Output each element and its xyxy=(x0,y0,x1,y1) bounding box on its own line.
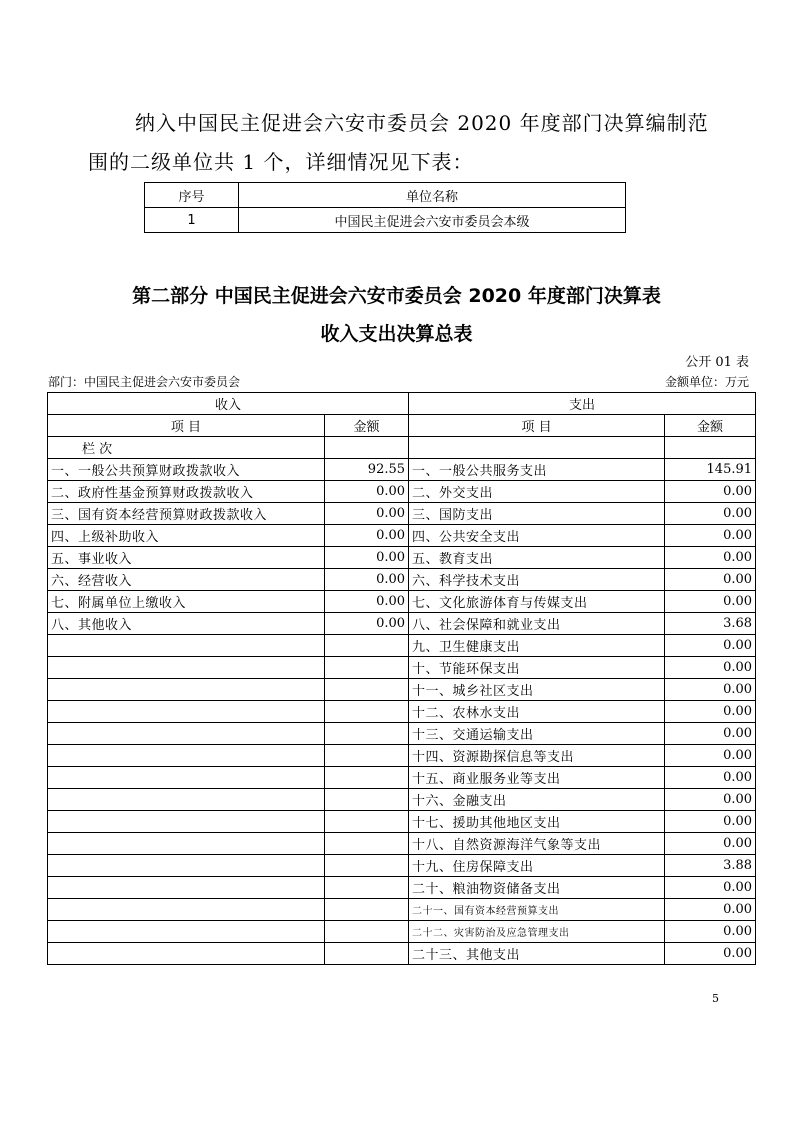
income-item-header: 项 目 xyxy=(48,415,325,437)
income-item-cell: 六、经营收入 xyxy=(48,569,325,591)
table-row xyxy=(145,208,626,233)
expense-item-cell: 七、文化旅游体育与传媒支出 xyxy=(409,591,665,613)
income-item-cell xyxy=(48,899,325,921)
income-amount-cell xyxy=(325,833,409,855)
expense-amount-cell: 0.00 xyxy=(665,591,756,613)
table-title: 收入支出决算总表 xyxy=(320,323,473,345)
expense-amount-cell: 0.00 xyxy=(665,481,756,503)
table-row xyxy=(48,789,756,811)
page-number: 5 xyxy=(712,992,719,1005)
expense-item-cell: 五、教育支出 xyxy=(409,547,665,569)
scope-header-index: 序号 xyxy=(145,183,239,208)
expense-item-cell: 十一、城乡社区支出 xyxy=(409,679,665,701)
income-item-cell xyxy=(48,789,325,811)
income-item-cell xyxy=(48,745,325,767)
table-row xyxy=(48,613,756,635)
income-amount-cell xyxy=(325,921,409,943)
expense-amount-header: 金额 xyxy=(665,415,756,437)
expense-amount-cell: 0.00 xyxy=(665,569,756,591)
expense-item-cell: 二十三、其他支出 xyxy=(409,943,665,965)
expense-amount-cell: 0.00 xyxy=(665,525,756,547)
expense-item-cell: 十、节能环保支出 xyxy=(409,657,665,679)
table-row xyxy=(48,899,756,921)
expense-item-cell: 二十一、国有资本经营预算支出 xyxy=(409,899,665,921)
expense-amount-cell: 0.00 xyxy=(665,921,756,943)
table-row xyxy=(48,745,756,767)
income-item-cell: 二、政府性基金预算财政拨款收入 xyxy=(48,481,325,503)
scope-header-name: 单位名称 xyxy=(239,183,626,208)
section-header-row xyxy=(48,393,756,415)
expense-item-cell: 二、外交支出 xyxy=(409,481,665,503)
table-row xyxy=(48,855,756,877)
scope-table xyxy=(144,182,626,233)
table-row xyxy=(48,503,756,525)
income-item-cell: 四、上级补助收入 xyxy=(48,525,325,547)
income-item-cell: 七、附属单位上缴收入 xyxy=(48,591,325,613)
income-amount-cell xyxy=(325,745,409,767)
table-row xyxy=(48,657,756,679)
expense-amount-cell: 0.00 xyxy=(665,811,756,833)
table-row xyxy=(48,459,756,481)
intro-paragraph-line1: 纳入中国民主促进会六安市委员会 2020 年度部门决算编制范 xyxy=(135,111,709,135)
scope-row-name: 中国民主促进会六安市委员会本级 xyxy=(239,208,626,233)
income-expense-table xyxy=(47,392,756,965)
income-amount-cell xyxy=(325,877,409,899)
income-amount-cell xyxy=(325,679,409,701)
expense-amount-cell: 0.00 xyxy=(665,833,756,855)
income-item-cell xyxy=(48,921,325,943)
income-amount-cell: 0.00 xyxy=(325,481,409,503)
income-item-cell: 三、国有资本经营预算财政拨款收入 xyxy=(48,503,325,525)
income-amount-cell xyxy=(325,943,409,965)
expense-item-cell: 十六、金融支出 xyxy=(409,789,665,811)
expense-item-cell: 十五、商业服务业等支出 xyxy=(409,767,665,789)
column-index-cell xyxy=(665,437,756,459)
column-index-row xyxy=(48,437,756,459)
expense-amount-cell: 0.00 xyxy=(665,679,756,701)
income-item-cell xyxy=(48,657,325,679)
expense-amount-cell: 3.68 xyxy=(665,613,756,635)
income-amount-cell xyxy=(325,723,409,745)
income-amount-cell xyxy=(325,789,409,811)
scope-table-header-row xyxy=(145,183,626,208)
expense-amount-cell: 0.00 xyxy=(665,503,756,525)
column-index-cell xyxy=(409,437,665,459)
income-amount-cell: 0.00 xyxy=(325,547,409,569)
expense-item-cell: 六、科学技术支出 xyxy=(409,569,665,591)
income-item-cell xyxy=(48,877,325,899)
table-body xyxy=(48,459,756,965)
expense-item-cell: 十三、交通运输支出 xyxy=(409,723,665,745)
column-header-row xyxy=(48,415,756,437)
expense-amount-cell: 0.00 xyxy=(665,877,756,899)
income-amount-cell xyxy=(325,701,409,723)
table-row xyxy=(48,635,756,657)
expense-item-header: 项 目 xyxy=(409,415,665,437)
table-code: 公开 01 表 xyxy=(685,355,749,370)
table-row xyxy=(48,767,756,789)
expense-item-cell: 十二、农林水支出 xyxy=(409,701,665,723)
column-index-label: 栏 次 xyxy=(48,437,325,459)
income-item-cell xyxy=(48,635,325,657)
income-item-cell xyxy=(48,701,325,723)
expense-amount-cell: 0.00 xyxy=(665,899,756,921)
expense-amount-cell: 0.00 xyxy=(665,767,756,789)
income-item-cell xyxy=(48,723,325,745)
income-item-cell: 八、其他收入 xyxy=(48,613,325,635)
table-row xyxy=(48,921,756,943)
table-row xyxy=(48,591,756,613)
expense-item-cell: 一、一般公共服务支出 xyxy=(409,459,665,481)
expense-amount-cell: 3.88 xyxy=(665,855,756,877)
column-index-cell xyxy=(325,437,409,459)
table-row xyxy=(48,679,756,701)
table-row xyxy=(48,525,756,547)
part-title: 第二部分 中国民主促进会六安市委员会 2020 年度部门决算表 xyxy=(132,285,661,307)
intro-paragraph-line2: 围的二级单位共 1 个，详细情况见下表： xyxy=(88,150,474,174)
income-item-cell: 五、事业收入 xyxy=(48,547,325,569)
table-row xyxy=(48,723,756,745)
income-amount-cell xyxy=(325,855,409,877)
expense-amount-cell: 0.00 xyxy=(665,657,756,679)
expense-amount-cell: 145.91 xyxy=(665,459,756,481)
expense-section-header: 支出 xyxy=(409,393,756,415)
expense-item-cell: 十八、自然资源海洋气象等支出 xyxy=(409,833,665,855)
income-item-cell: 一、一般公共预算财政拨款收入 xyxy=(48,459,325,481)
table-row xyxy=(48,701,756,723)
table-row xyxy=(48,943,756,965)
expense-item-cell: 三、国防支出 xyxy=(409,503,665,525)
income-item-cell xyxy=(48,833,325,855)
expense-item-cell: 二十、粮油物资储备支出 xyxy=(409,877,665,899)
expense-item-cell: 八、社会保障和就业支出 xyxy=(409,613,665,635)
income-amount-cell xyxy=(325,635,409,657)
income-amount-cell xyxy=(325,899,409,921)
income-amount-cell: 0.00 xyxy=(325,569,409,591)
income-item-cell xyxy=(48,943,325,965)
income-amount-cell: 0.00 xyxy=(325,503,409,525)
expense-amount-cell: 0.00 xyxy=(665,745,756,767)
income-amount-cell: 92.55 xyxy=(325,459,409,481)
income-amount-cell: 0.00 xyxy=(325,613,409,635)
expense-amount-cell: 0.00 xyxy=(665,789,756,811)
expense-item-cell: 九、卫生健康支出 xyxy=(409,635,665,657)
scope-row-index: 1 xyxy=(145,208,239,233)
expense-amount-cell: 0.00 xyxy=(665,701,756,723)
income-section-header: 收入 xyxy=(48,393,409,415)
expense-item-cell: 十四、资源勘探信息等支出 xyxy=(409,745,665,767)
department-label: 部门：中国民主促进会六安市委员会 xyxy=(48,375,241,389)
expense-item-cell: 十七、援助其他地区支出 xyxy=(409,811,665,833)
expense-item-cell: 十九、住房保障支出 xyxy=(409,855,665,877)
income-item-cell xyxy=(48,855,325,877)
income-item-cell xyxy=(48,811,325,833)
income-amount-cell xyxy=(325,657,409,679)
table-row xyxy=(48,877,756,899)
unit-label: 金额单位：万元 xyxy=(664,375,749,389)
table-row xyxy=(48,811,756,833)
table-row xyxy=(48,547,756,569)
expense-item-cell: 二十二、灾害防治及应急管理支出 xyxy=(409,921,665,943)
expense-item-cell: 四、公共安全支出 xyxy=(409,525,665,547)
income-item-cell xyxy=(48,767,325,789)
income-amount-header: 金额 xyxy=(325,415,409,437)
income-amount-cell xyxy=(325,767,409,789)
expense-amount-cell: 0.00 xyxy=(665,635,756,657)
expense-amount-cell: 0.00 xyxy=(665,723,756,745)
income-amount-cell xyxy=(325,811,409,833)
table-row xyxy=(48,569,756,591)
table-row xyxy=(48,481,756,503)
income-amount-cell: 0.00 xyxy=(325,525,409,547)
expense-amount-cell: 0.00 xyxy=(665,547,756,569)
table-row xyxy=(48,833,756,855)
income-item-cell xyxy=(48,679,325,701)
expense-amount-cell: 0.00 xyxy=(665,943,756,965)
income-amount-cell: 0.00 xyxy=(325,591,409,613)
